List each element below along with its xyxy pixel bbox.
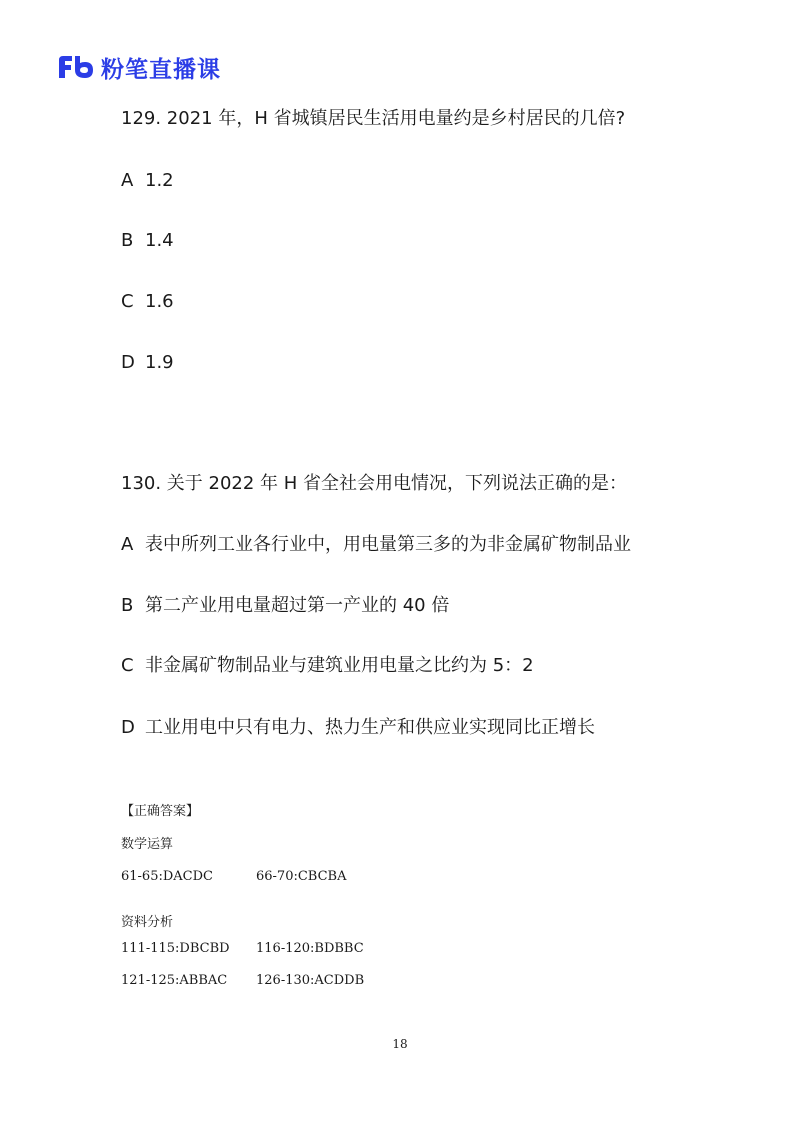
option-letter: B [121, 230, 134, 251]
answer-row [121, 940, 364, 958]
option-letter: D [121, 717, 135, 738]
answer-section-math: 数学运算 [121, 837, 174, 852]
option-letter: C [121, 291, 134, 312]
q129-option-a [121, 169, 174, 193]
answer-section-data: 资料分析 [121, 915, 174, 930]
answer-range: 111-115:DBCBD [121, 941, 230, 956]
question-130: 130. 关于 2022 年 H 省全社会用电情况，下列说法正确的是： [121, 473, 628, 494]
option-text: 工业用电中只有电力、热力生产和供应业实现同比正增长 [145, 717, 595, 738]
q130-option-d [121, 716, 595, 740]
answer-range: 61-65:DACDC [121, 869, 213, 884]
option-text: 非金属矿物制品业与建筑业用电量之比约为 5：2 [145, 655, 534, 676]
answer-range: 66-70:CBCBA [256, 869, 347, 884]
option-text: 第二产业用电量超过第一产业的 40 倍 [145, 595, 450, 616]
option-text: 1.4 [145, 230, 174, 251]
answer-row [121, 972, 365, 990]
answer-title: 【正确答案】 [121, 804, 200, 819]
option-text: 表中所列工业各行业中，用电量第三多的为非金属矿物制品业 [145, 534, 631, 555]
q130-option-b [121, 594, 449, 618]
brand-logo [57, 52, 221, 82]
answer-range: 116-120:BDBBC [256, 941, 364, 956]
option-text: 1.2 [145, 170, 174, 191]
q129-option-b [121, 229, 174, 253]
option-text: 1.9 [145, 352, 174, 373]
answer-range: 126-130:ACDDB [256, 973, 365, 988]
answer-row [121, 868, 347, 886]
option-letter: A [121, 170, 134, 191]
q130-option-c [121, 654, 534, 678]
option-letter: B [121, 595, 134, 616]
option-text: 1.6 [145, 291, 174, 312]
question-129: 129. 2021 年，H 省城镇居民生活用电量约是乡村居民的几倍? [121, 108, 626, 129]
page-number: 18 [392, 1037, 408, 1051]
option-letter: A [121, 534, 134, 555]
q129-option-d [121, 351, 174, 375]
q130-option-a [121, 533, 631, 557]
answer-range: 121-125:ABBAC [121, 973, 228, 988]
logo-text: 粉笔直播课 [101, 56, 221, 83]
fenbi-logo-icon [57, 54, 95, 80]
option-letter: C [121, 655, 134, 676]
q129-option-c [121, 290, 174, 314]
option-letter: D [121, 352, 135, 373]
